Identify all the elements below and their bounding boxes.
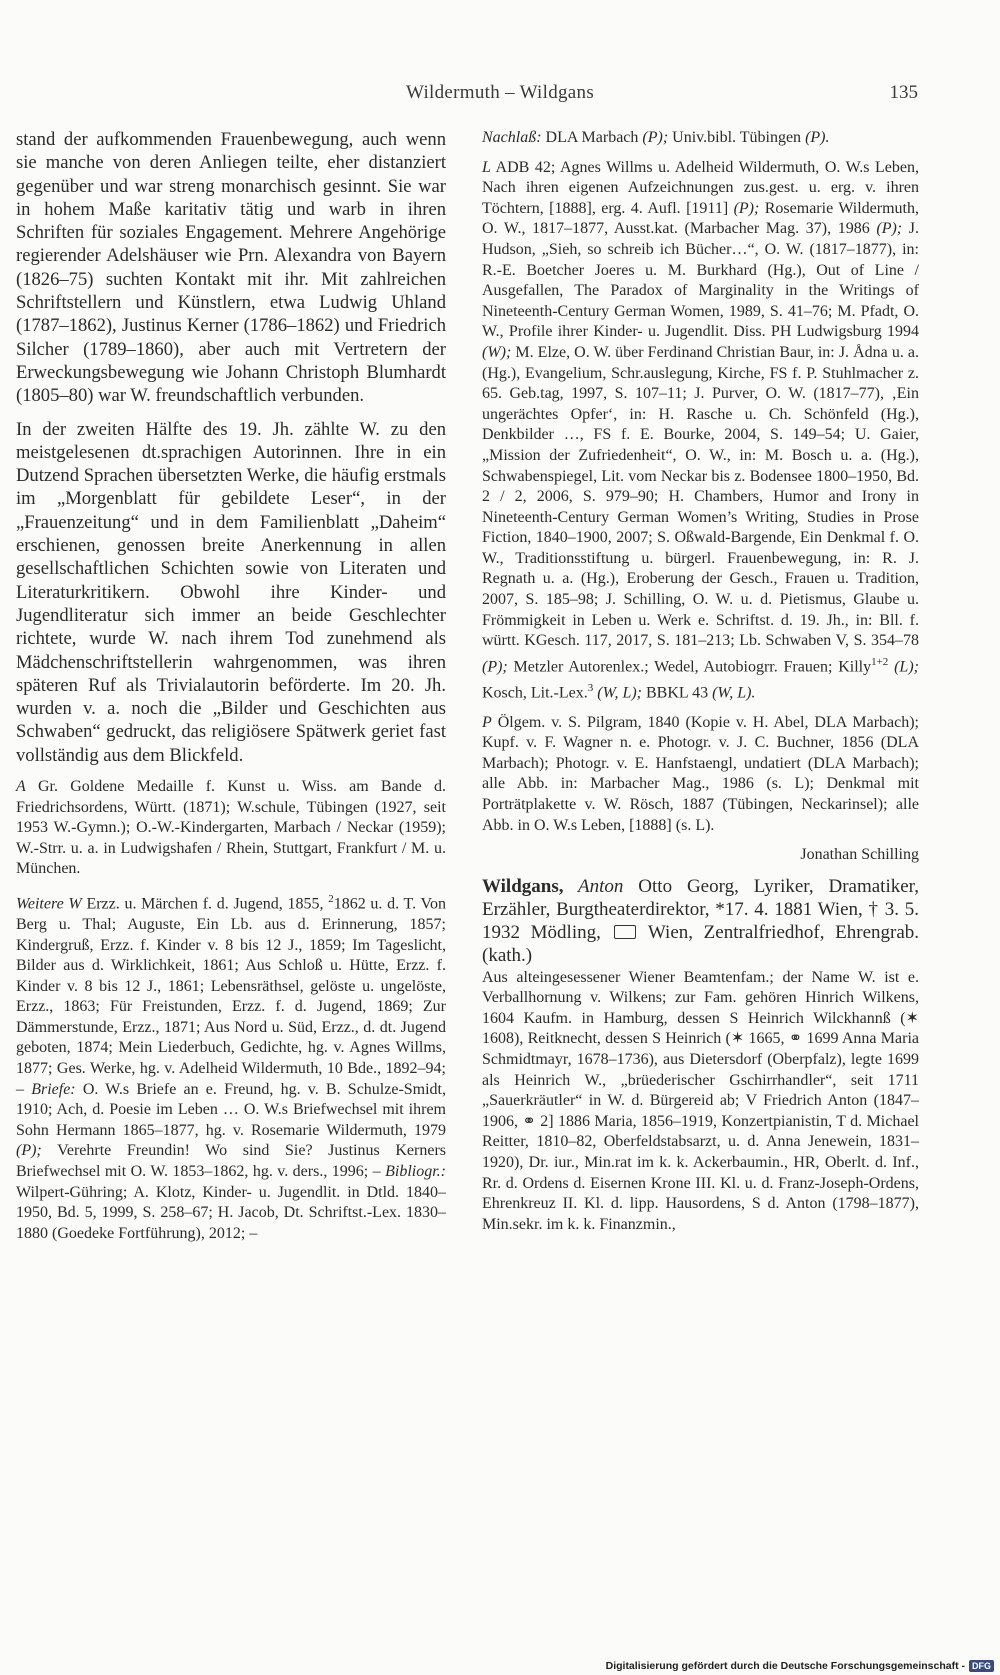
- literature-label: L: [482, 158, 491, 176]
- awards-section: [16, 777, 446, 880]
- footer-text: Digitalisierung gefördert durch die Deutsche Forschungsgemeinschaft -: [605, 1660, 965, 1672]
- running-head: Wildermuth – Wildgans: [405, 82, 595, 103]
- literature-text: Kosch, Lit.-Lex.: [482, 684, 588, 702]
- works-text: O. W.s Briefe an e. Freund, hg. v. B. Schulze-Smidt, 1910; Ach, d. Poesie im Leben … O. W.s Briefwechsel mit ihrem Sohn Hermann 1865–1877, hg. v. Rosemarie Wildermuth, 1979: [16, 1080, 447, 1139]
- author-signature: Jonathan Schilling: [800, 846, 919, 864]
- portrait-marker: (P).: [805, 129, 830, 146]
- portrait-marker: (P);: [482, 658, 508, 676]
- works-literature-marker: (W, L);: [593, 684, 642, 702]
- estate-text: Univ.bibl. Tübingen: [668, 129, 806, 146]
- entry-text: Otto Georg, Lyriker, Dramatiker, Erzähler, Burgtheaterdirektor, *17. 4. 1881 Wien, † 3. 5. 1932 Mödling,: [482, 875, 919, 944]
- paragraph-2: In der zweiten Hälfte des 19. Jh. zählte W. zu den meistgelesenen dt.sprachigen Autorinnen. Ihre in ein Dutzend Sprachen übersetzten Werke, die häufig erstmals im „Morgenblatt für gebildete Leser“, in der „Frauenzeitung“ und in dem Familienblatt „Daheim“ erschienen, genossen breite Anerkennung in allen gesellschaftlichen Schichten sowie von Literaten und Literaturkritikern. Obwohl ihre Kinder- und Jugendliteratur sich immer an beide Geschlechter richtete, wurde W. nach ihrem Tod zunehmend als Mädchenschriftstellerin wahrgenommen, was ihren späteren Ruf als Trivialautorin beförderte. Im 20. Jh. wurden v. a. noch die „Bilder und Geschichten aus Schwaben“ gedruckt, das religiösere Spätwerk geriet fast vollständig aus dem Blickfeld.: [16, 418, 446, 766]
- entry-heading: [482, 875, 919, 968]
- works-sup: 2: [328, 892, 334, 905]
- works-marker: (W);: [482, 343, 512, 361]
- literature-marker: (L);: [888, 658, 919, 676]
- right-column: [482, 128, 919, 1244]
- awards-text: Gr. Goldene Medaille f. Kunst u. Wiss. am Bande d. Friedrichsordens, Württ. (1871); W.schule, Tübingen (1927, seit 1953 W.-Gymn.); O.-W.-Kindergarten, Marbach / Neckar (1959); W.-Strr. u. a. in Ludwigshafen / Rhein, Stuttgart, Frankfurt / M. u. München.: [16, 778, 446, 878]
- portrait-marker: (P);: [642, 129, 669, 146]
- literature-text: Metzler Autorenlex.; Wedel, Autobiogrr. Frauen; Killy: [507, 658, 872, 676]
- entry-body: Aus alteingesessener Wiener Beamtenfam.; der Name W. ist e. Verballhornung v. Wilkens; zur Fam. gehören Hinrich Wilkens, 1604 Kaufm. in Hamburg, dessen S Heinrich Wilckhannß (✶ 1608), Reitknecht, dessen S Heinrich (✶ 1665, ⚭ 1699 Anna Maria Schmidtmayr, 1678–1736), aus Dietersdorf (Oberpfalz), legte 1699 als Heinrich W., „brüederischer Gschirrhandler“, seit 1711 „Sauerkräutler“ in W. d. Bürgereid ab; V Friedrich Anton (1847–1906, ⚭ 2] 1886 Maria, 1856–1919, Konzertpianistin, T d. Michael Reitter, 1810–82, Oberfeldstabsarzt, u. d. Anna Jenewein, 1831–1920), Dr. iur., Min.rat im k. k. Ackerbaumin., HR, Oberlt. d. Inf., Rr. d. Ordens d. Eisernen Krone III. Kl. u. d. Franz-Joseph-Ordens, Ehrenkreuz II. Kl. d. lipp. Hausordens, S d. Anton (1798–1877), Min.sekr. im k. k. Finanzmin.,: [482, 968, 919, 1233]
- estate-text: DLA Marbach: [541, 129, 643, 146]
- estate-section: [482, 128, 919, 149]
- dfg-logo: DFG: [969, 1660, 994, 1672]
- footer-credit: [606, 1657, 1000, 1675]
- edition-sup: 3: [587, 681, 594, 694]
- portrait-marker: (P);: [876, 220, 903, 238]
- literature-text: ADB 42; Agnes Willms u. Adelheid Wildermuth, O. W.s Leben, Nach ihren eigenen Aufzeichnungen zus.gest. u. erg. v. ihren Töchtern, [1888], erg. 4. Aufl. [1911]: [482, 158, 919, 217]
- literature-text: Rosemarie Wildermuth, O. W., 1817–1877, Ausst.kat. (Marbacher Mag. 37), 1986: [482, 199, 919, 238]
- works-text: 1862 u. d. T. Von Berg u. Thal; Auguste, Ein Lb. aus d. Erinnerung, 1857; Kindergruß, Erzz. f. Kinder v. 8 bis 12 J., 1859; Im Tageslicht, Bilder aus d. Wirklichkeit, 1861; Aus Schloß u. Hütte, Erzz. f. Kinder v. 8 bis 12 J., 1861; Lebensräthsel, gelöste u. ungelöste, Erzz., 1863; Für Freistunden, Erzz. f. d. Jugend, 1869; Zur Dämmerstunde, Erzz., 1871; Aus Nord u. Süd, Erzz., d. dt. Jugend geboten, 1874; Mein Liederbuch, Gedichte, hg. v. Agnes Willms, 1877; Ges. Werke, hg. v. Adelheid Wildermuth, 10 Bde., 1892–94; –: [16, 895, 447, 1098]
- entry-text: Wien, Zentralfriedhof, Ehrengrab. (kath.): [482, 922, 920, 967]
- literature-section: [482, 158, 919, 704]
- literature-text: J. Hudson, „Sieh, so schreib ich Bücher…“, O. W. (1817–1877), in: R.-E. Boetcher Joeres u. M. Burkhard (Hg.), Out of Line / Ausgefallen, The Paradox of Marginality in the Writings of Nineteenth-Century German Women, 1989, S. 41–76; M. Pfadt, O. W., Profile ihrer Kinder- u. Jugendlit. Diss. PH Ludwigsburg 1994: [482, 220, 919, 341]
- works-section: [16, 889, 446, 1244]
- literature-text: M. Elze, O. W. über Ferdinand Christian Baur, in: J. Ådna u. a. (Hg.), Evangelium, Schr.auslegung, Kirche, FS f. P. Stuhlmacher z. 65. Geb.tag, 1997, S. 107–11; J. Purver, O. W. (1817–77), ‚Ein ungerächtes Opfer‘, in: H. Rasche u. Ch. Schönfeld (Hg.), Denkbilder …, FS f. E. Bourke, 2004, S. 149–54; U. Gaier, „Mission der Zufriedenheit“, O. W., in: M. Bosch u. a. (Hg.), Schwabenspiegel, Lit. vom Neckar bis z. Bodensee 1800–1950, Bd. 2 / 2, 2006, S. 979–90; H. Chambers, Humor and Irony in Nineteenth-Century German Women’s Writing, Studies in Prose Fiction, 1840–1900, 2007; S. Oßwald-Bargende, Ein Denkmal f. O. W., Traditionsstiftung u. bürgerl. Frauenbewegung, in: R. J. Regnath u. a. (Hg.), Eroberung der Gesch., Frauen u. Tradition, 2007, S. 185–98; J. Schilling, O. W. u. d. Pietismus, Glaube u. Frömmigkeit in Leben u. Werk e. Schriftst. d. 19. Jh., in: Bll. f. württ. KGesch. 117, 2017, S. 181–213; Lb. Schwaben V, S. 354–78: [482, 343, 919, 650]
- page-header: [0, 82, 1000, 112]
- works-label: Weitere W: [16, 895, 82, 913]
- literature-text: BBKL 43: [642, 684, 713, 702]
- left-column: [16, 128, 446, 1253]
- works-literature-marker: (W, L).: [712, 684, 756, 702]
- entry-name: Wildgans,: [482, 875, 564, 897]
- bibliography-label: Bibliogr.:: [385, 1163, 446, 1181]
- awards-label: A: [16, 778, 26, 796]
- entry-first-name: Anton: [563, 875, 624, 897]
- estate-label: Nachlaß:: [482, 129, 542, 146]
- works-text: Verehrte Freundin! Wo sind Sie? Justinus Kerners Briefwechsel mit O. W. 1853–1862, hg. v. ders., 1996; –: [16, 1142, 446, 1181]
- works-text: Erzz. u. Märchen f. d. Jugend, 1855,: [81, 895, 329, 913]
- edition-sup: 1+2: [871, 655, 889, 668]
- portrait-marker: (P);: [16, 1142, 42, 1160]
- page-number: 135: [889, 82, 918, 103]
- paragraph-1: stand der aufkommenden Frauenbewegung, auch wenn sie manche von deren Anliegen teilte, eher distanziert gegenüber und war streng monarchisch gesinnt. Sie war in hohem Maße karitativ tätig und warb in ihren Schriften für soziales Engagement. Mehrere Angehörige regierender Adelshäuser wie Prn. Alexandra von Bayern (1826–75) suchten Kontakt mit ihr. Mit zahlreichen Schriftstellern und Künstlern, etwa Ludwig Uhland (1787–1862), Justinus Kerner (1786–1862) und Friedrich Silcher (1789–1860), aber auch mit Vertretern der Erweckungsbewegung wie Johann Christoph Blumhardt (1805–80) war W. freundschaftlich verbunden.: [16, 129, 446, 407]
- portrait-marker: (P);: [733, 199, 760, 217]
- portraits-label: P: [482, 713, 492, 731]
- works-text: Wilpert-Gühring; A. Klotz, Kinder- u. Jugendlit. in Dtld. 1840–1950, Bd. 5, 1999, S. 258–67; H. Jacob, Dt. Schriftst.-Lex. 1830–1880 (Goedeke Fortführung), 2012; –: [16, 1183, 446, 1242]
- grave-icon: [614, 925, 636, 939]
- portraits-section: [482, 713, 919, 837]
- portraits-text: Ölgem. v. S. Pilgram, 1840 (Kopie v. H. Abel, DLA Marbach); Kupf. v. F. Wagner n. e. Photogr. v. J. C. Buchner, 1856 (DLA Marbach); Photogr. v. E. Hanfstaengl, undatiert (DLA Marbach); alle Abb. in: Marbacher Mag., 1986 (s. L); Denkmal mit Porträtplakette v. W. Rösch, 1887 (Tübingen, Neckarinsel); alle Abb. in O. W.s Leben, [1888] (s. L).: [482, 713, 919, 834]
- letters-label: Briefe:: [31, 1080, 76, 1098]
